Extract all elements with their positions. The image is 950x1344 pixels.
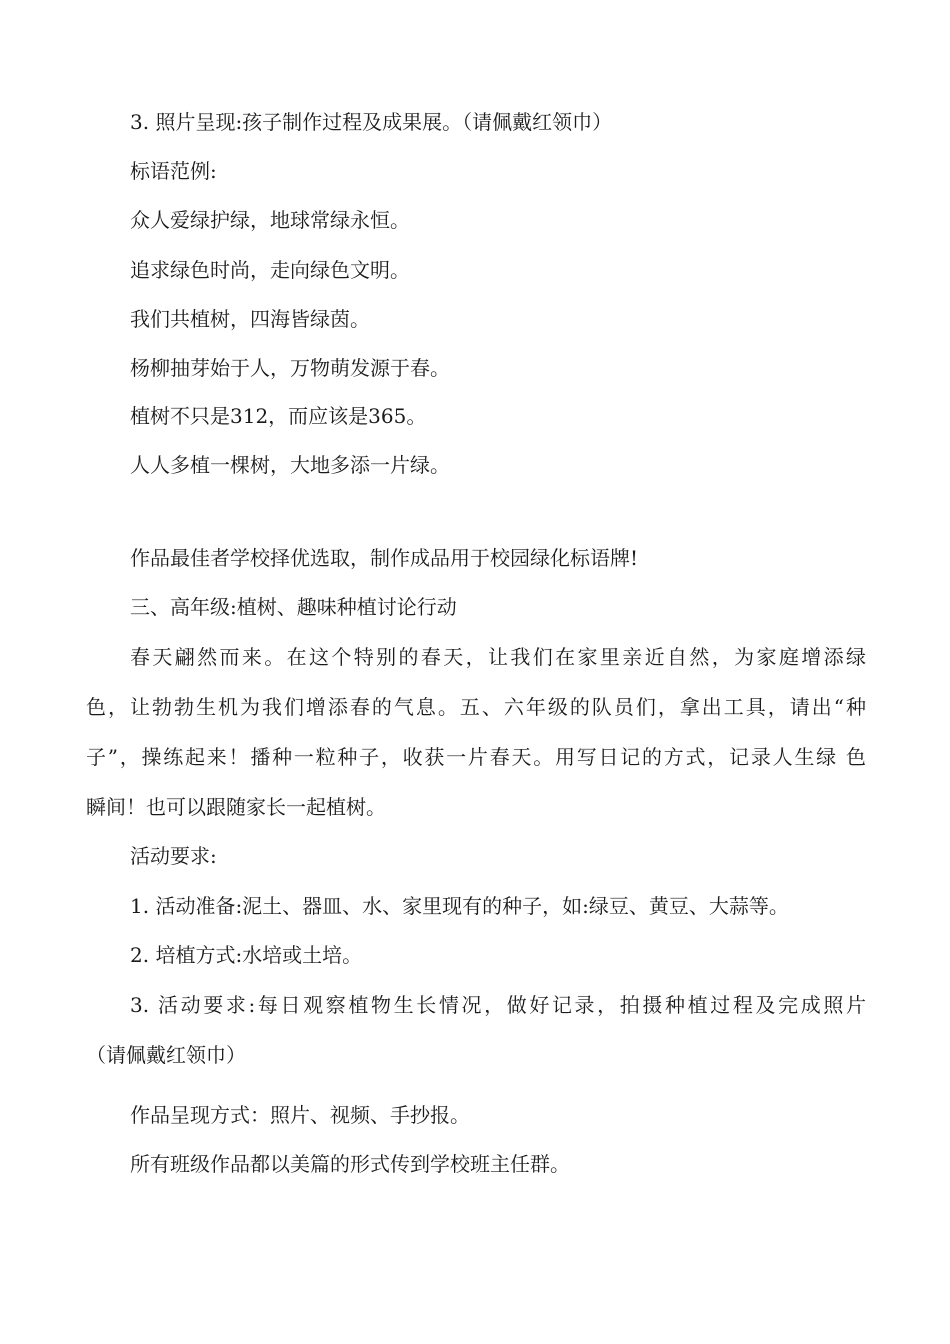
- paragraph-line: 春天翩然而来。在这个特别的春天，让我们在家里亲近自然，为家庭增添绿: [130, 645, 866, 669]
- slogan-line: 人人多植一棵树，大地多添一片绿。: [130, 453, 450, 477]
- section-heading-senior-grade: 三、高年级:植树、趣味种植讨论行动: [130, 595, 457, 619]
- paragraph-line: 瞬间！也可以跟随家长一起植树。: [86, 795, 386, 819]
- slogan-line: 我们共植树，四海皆绿茵。: [130, 307, 370, 331]
- activity-requirements-heading: 活动要求:: [130, 844, 217, 868]
- paragraph-line: 色，让勃勃生机为我们增添春的气息。五、六年级的队员们，拿出工具，请出“种: [86, 695, 866, 719]
- slogan-line: 众人爱绿护绿，地球常绿永恒。: [130, 208, 410, 232]
- slogan-line: 杨柳抽芽始于人，万物萌发源于春。: [130, 356, 450, 380]
- paragraph-line: （请佩戴红领巾）: [86, 1043, 246, 1067]
- submission-line: 所有班级作品都以美篇的形式传到学校班主任群。: [130, 1152, 570, 1176]
- requirement-item-2: 2. 培植方式:水培或土培。: [130, 943, 363, 967]
- presentation-format-line: 作品呈现方式：照片、视频、手抄报。: [130, 1103, 470, 1127]
- slogan-line: 追求绿色时尚，走向绿色文明。: [130, 258, 410, 282]
- slogan-line: 植树不只是312，而应该是365。: [130, 404, 427, 428]
- requirement-item-3: [86, 993, 866, 1067]
- requirement-item-1: 1. 活动准备:泥土、器皿、水、家里现有的种子，如:绿豆、黄豆、大蒜等。: [130, 894, 789, 918]
- slogan-examples-heading: 标语范例:: [130, 159, 217, 183]
- photo-presentation-line: 3. 照片呈现:孩子制作过程及成果展。（请佩戴红领巾）: [130, 110, 613, 134]
- spring-paragraph: [86, 645, 866, 819]
- paragraph-line: 3. 活动要求:每日观察植物生长情况，做好记录，拍摄种植过程及完成照片: [130, 993, 866, 1017]
- paragraph-line: 子”，操练起来！播种一粒种子，收获一片春天。用写日记的方式，记录人生绿 色: [86, 745, 866, 769]
- best-work-note: 作品最佳者学校择优选取，制作成品用于校园绿化标语牌!: [130, 546, 639, 570]
